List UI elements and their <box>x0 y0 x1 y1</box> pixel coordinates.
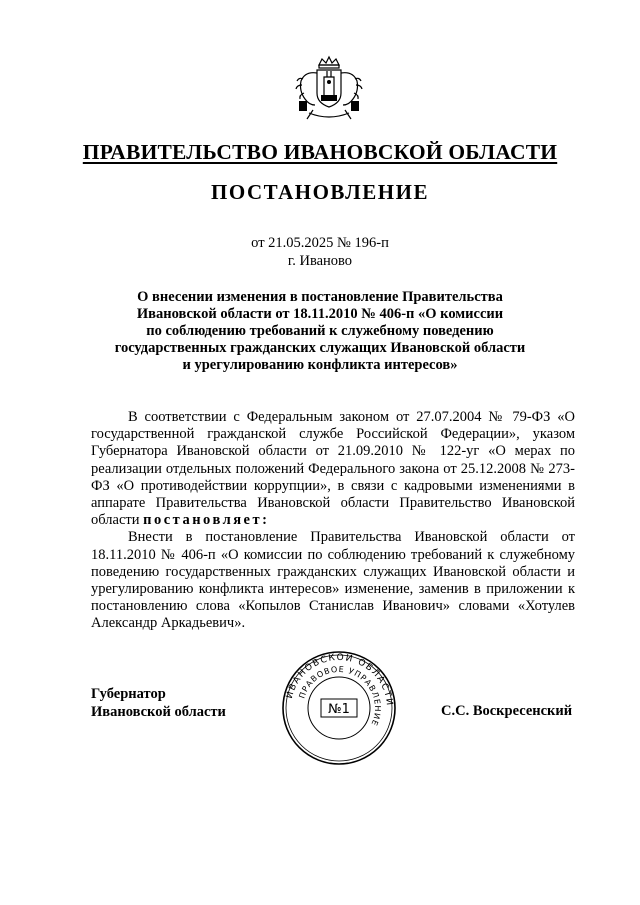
paragraph-decision: Внести в постановление Правительства Ивановской области от 18.11.2010 № 406-п «О комиссии по соблюдению требований к служебному поведению государственных гражданских служащих Ивановской области и урегулированию конфликта интересов» изменение, заменив в приложении к постановлению слова «Копылов Станислав Иванович» словами «Хотулев Александр Аркадьевич». <box>91 529 575 632</box>
document-type: ПОСТАНОВЛЕНИЕ <box>211 180 429 204</box>
title-line: по соблюдению требований к служебному поведению <box>146 323 494 339</box>
stamp-inner-text: ПРАВОВОЕ УПРАВЛЕНИЕ <box>297 664 383 728</box>
signatory-position <box>91 685 226 721</box>
decree-word: постановляет: <box>143 512 270 529</box>
title-line: О внесении изменения в постановление Правительства <box>137 289 503 305</box>
stamp-number: №1 <box>328 702 350 717</box>
paragraph-preamble <box>91 409 575 529</box>
preamble-text: В соответствии с Федеральным законом от 27.07.2004 № 79-ФЗ «О государственной гражданской службе Российской Федерации», указом Губернатора Ивановской области от 21.09.2010 № 122-уг «О мерах по реализации отдельных положений Федерального закона от 25.12.2008 № 273-ФЗ «О противодействии коррупции», в связи с кадровыми изменениями в аппарате Правительства Ивановской области Правительство Ивановской области <box>91 409 575 529</box>
title-line: Ивановской области от 18.11.2010 № 406-п «О комиссии <box>136 306 504 322</box>
title-line: и урегулированию конфликта интересов» <box>182 357 458 373</box>
title-line: государственных гражданских служащих Ивановской области <box>114 340 526 356</box>
position-line: Ивановской области <box>91 704 226 720</box>
document-title <box>100 289 540 374</box>
organization-title: ПРАВИТЕЛЬСТВО ИВАНОВСКОЙ ОБЛАСТИ <box>82 140 558 164</box>
stamp-outer-text: ИВАНОВСКОЙ ОБЛАСТИ <box>284 652 395 708</box>
city: г. Иваново <box>287 253 353 269</box>
signatory-name: С.С. Воскресенский <box>441 703 573 719</box>
position-line: Губернатор <box>91 686 166 702</box>
coat-of-arms-icon <box>291 55 367 125</box>
date-number: от 21.05.2025 № 196-п <box>251 235 389 251</box>
official-stamp <box>280 649 398 767</box>
document-body <box>91 409 575 633</box>
